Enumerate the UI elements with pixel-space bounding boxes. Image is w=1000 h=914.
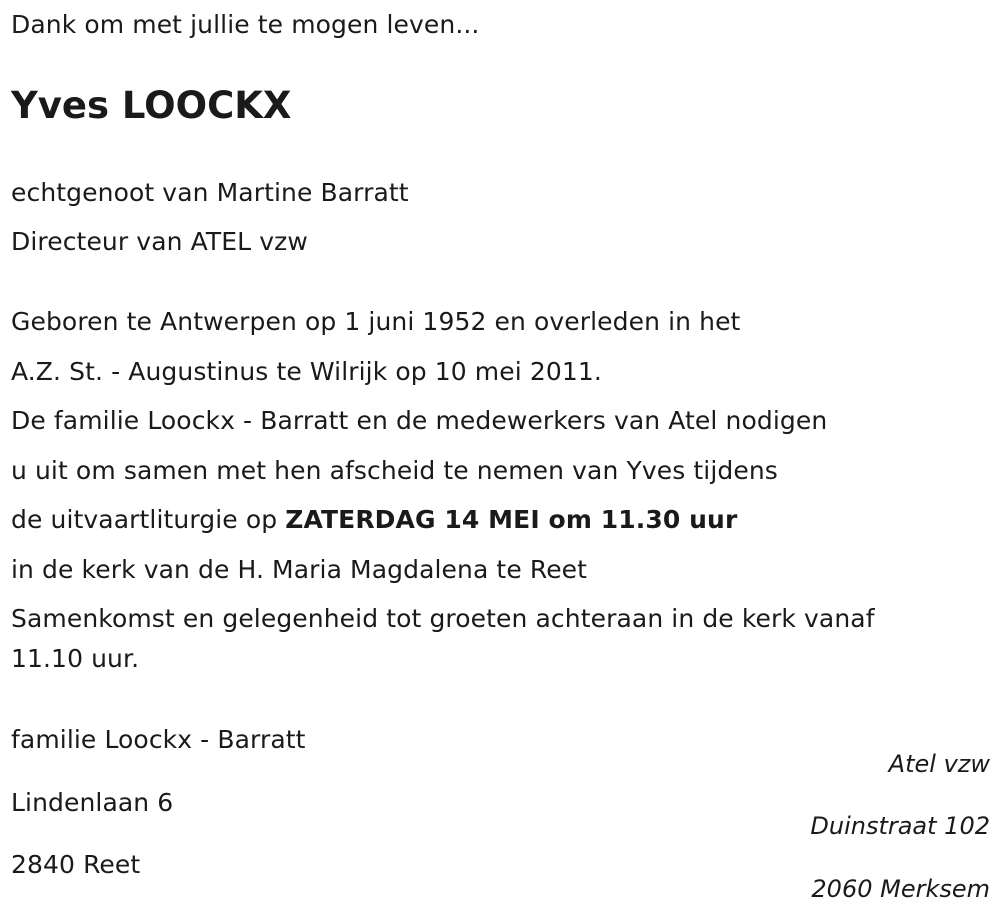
role-director: Directeur van ATEL vzw xyxy=(11,227,308,256)
announcement-line-4: u uit om samen met hen afscheid te nemen van Yves tijdens xyxy=(11,456,778,485)
announcement-line-8: 11.10 uur. xyxy=(11,644,140,673)
role-spouse: echtgenoot van Martine Barratt xyxy=(11,178,409,207)
announcement-line-6: in de kerk van de H. Maria Magdalena te Reet xyxy=(11,555,588,584)
announcement-line-3: De familie Loockx - Barratt en de medewerkers van Atel nodigen xyxy=(11,406,828,435)
funeral-date-time: ZATERDAG 14 MEI om 11.30 uur xyxy=(285,505,738,534)
org-address-name: Atel vzw xyxy=(888,750,990,778)
announcement-line-7: Samenkomst en gelegenheid tot groeten achteraan in de kerk vanaf xyxy=(11,604,875,633)
funeral-intro: de uitvaartliturgie op xyxy=(11,505,286,534)
deceased-name: Yves LOOCKX xyxy=(11,84,292,127)
announcement-line-5 xyxy=(11,505,737,535)
announcement-line-2: A.Z. St. - Augustinus te Wilrijk op 10 mei 2011. xyxy=(11,357,602,386)
org-address-street: Duinstraat 102 xyxy=(810,812,990,840)
org-address-city: 2060 Merksem xyxy=(811,875,990,903)
family-address-street: Lindenlaan 6 xyxy=(11,788,174,817)
announcement-line-1: Geboren te Antwerpen op 1 juni 1952 en overleden in het xyxy=(11,307,741,336)
family-address-city: 2840 Reet xyxy=(11,850,141,879)
intro-text: Dank om met jullie te mogen leven... xyxy=(11,10,480,39)
family-address-name: familie Loockx - Barratt xyxy=(11,725,306,754)
